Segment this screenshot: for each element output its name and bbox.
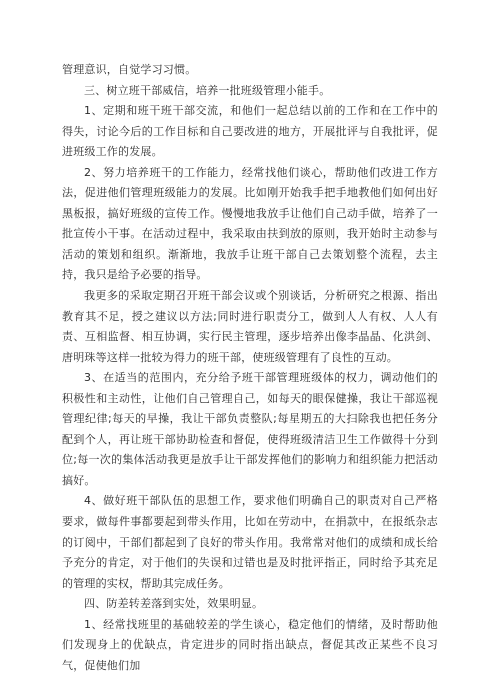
paragraph-9: 1、经常找班里的基础较差的学生谈心，稳定他们的情绪，及时帮助他们发现身上的优缺点，肯定进步的同时指出缺点，督促其改正某些不良习气，促使他们加 — [62, 617, 438, 672]
document-body — [62, 60, 438, 676]
section-heading-3: 三、树立班干部威信，培养一批班级管理小能手。 — [84, 83, 331, 97]
paragraph-4: 2、努力培养班干的工作能力，经常找他们谈心，帮助他们改进工作方法，促进他们管理班级能力的发展。比如刚开始我手把手地教他们如何出好黑板报，搞好班级的宣传工作。慢慢地我放手让他们自己动手做，培养了一批宣传小干事。在活动过程中，我采取由扶到放的原则，我开始时主动参与活动的策划和组织。渐渐地，我放手让班干部自己去策划整个流程，去主持，我只是给予必要的指导。 — [62, 165, 438, 282]
paragraph-3: 1、定期和班干班干部交流，和他们一起总结以前的工作和在工作中的得失，讨论今后的工作目标和自己要改进的地方，开展批评与自我批评，促进班级工作的发展。 — [62, 104, 438, 159]
paragraph-7: 4、做好班干部队伍的思想工作，要求他们明确自己的职责对自己严格要求，做每件事都要起到带头作用，比如在劳动中，在捐款中，在报纸杂志的订阅中，干部们都起到了良好的带头作用。我常常对他们的成绩和成长给予充分的肯定，对于他们的失误和过错也是及时批评指正，同时给予其充足的管理的实权，帮助其完成任务。 — [62, 494, 438, 590]
paragraph-6: 3、在适当的范围内，充分给予班干部管理班级体的权力，调动他们的积极性和主动性，让他们自己管理自己，如每天的眼保健操，我让干部巡视管理纪律;每天的早操，我让干部负责整队;每星期五的大扫除我也把任务分配到个人，再让班干部协助检查和督促，使得班级清洁卫生工作做得十分到位;每一次的集体活动我更是放手让干部发挥他们的影响力和组织能力把活动搞好。 — [62, 371, 438, 487]
paragraph-5: 我更多的采取定期召开班干部会议或个别谈话，分析研究之根源、指出教育其不足，授之建议以方法;同时进行职责分工，做到人人有权、人人有责、互相监督、相互协调，实行民主管理，逐步培养出像李晶晶、化洪剑、唐明珠等这样一批较为得力的班干部，使班级管理有了良性的互动。 — [62, 289, 438, 364]
paragraph-1: 管理意识，自觉学习习惯。 — [62, 63, 197, 76]
section-heading-4: 四、防差转差落到实处，效果明显。 — [84, 597, 264, 611]
